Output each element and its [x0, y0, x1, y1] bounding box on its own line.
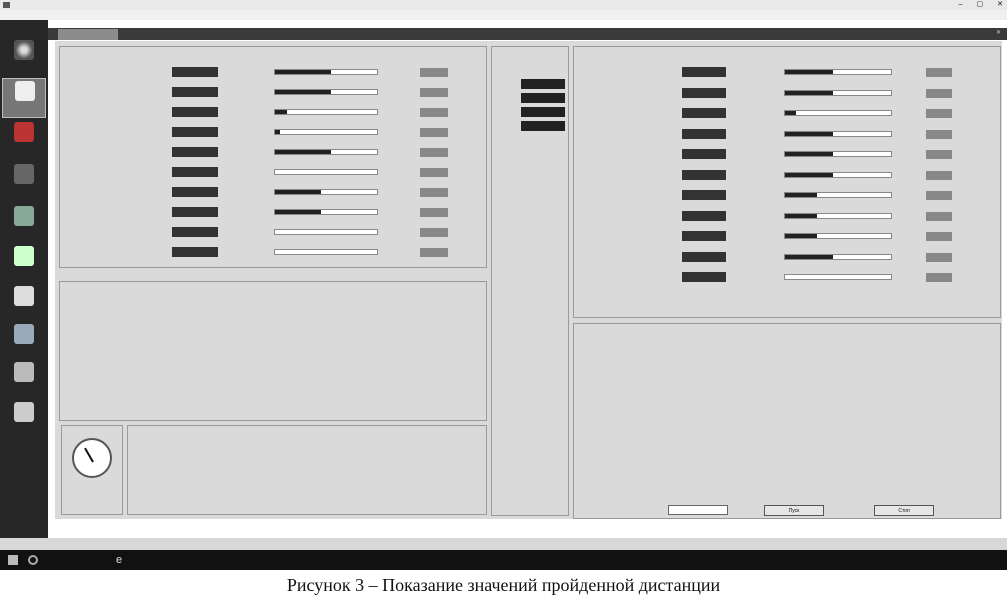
kbp-level-bar-8: [274, 229, 378, 235]
electronics-level-bar-7: [784, 213, 892, 219]
stop-button[interactable]: Стоп: [874, 505, 934, 516]
kbp-status-9: [420, 248, 448, 257]
kbp-level-bar-0: [274, 69, 378, 75]
electronics-level-bar-1: [784, 90, 892, 96]
electronics-status-10: [926, 273, 952, 282]
sidebar: [0, 20, 48, 538]
maximize-icon[interactable]: ▢: [976, 1, 984, 8]
electronics-level-bar-8: [784, 233, 892, 239]
nav-sensors[interactable]: [2, 38, 46, 78]
kbp-block-panel: [59, 46, 487, 268]
edge-browser-icon[interactable]: e: [116, 554, 123, 566]
kbp-level-bar-6: [274, 189, 378, 195]
test-icon: [15, 81, 35, 101]
electronics-value-9: [682, 252, 726, 262]
app-icon: [3, 2, 10, 8]
tab-report[interactable]: [58, 29, 118, 40]
nav-security[interactable]: [2, 360, 46, 400]
kbp-value-3: [172, 127, 218, 137]
electronics-status-4: [926, 150, 952, 159]
kbp-status-7: [420, 208, 448, 217]
start-button[interactable]: Пуск: [764, 505, 824, 516]
electronics-block-panel: [573, 46, 1001, 318]
kbp-value-5: [172, 167, 218, 177]
nav-analysis[interactable]: [2, 244, 46, 284]
electronics-level-bar-3: [784, 131, 892, 137]
kbp-value-2: [172, 107, 218, 117]
kbp-level-bar-2: [274, 109, 378, 115]
close-icon[interactable]: ✕: [997, 1, 1003, 8]
window-controls: [959, 0, 1003, 10]
kbp-value-1: [172, 87, 218, 97]
electronics-level-bar-9: [784, 254, 892, 260]
kbp-level-bar-1: [274, 89, 378, 95]
play-icon: [14, 164, 34, 184]
kbp-level-fill-1: [275, 90, 331, 94]
electronics-status-1: [926, 89, 952, 98]
report-icon: [14, 286, 34, 306]
nav-start[interactable]: [2, 162, 46, 202]
title-bar: [0, 0, 1007, 10]
electronics-value-8: [682, 231, 726, 241]
kbp-level-bar-9: [274, 249, 378, 255]
sensor-group-status-3: [521, 121, 565, 131]
shield-icon: [14, 362, 34, 382]
figure-caption: Рисунок 3 – Показание значений пройденной дистанции: [286, 575, 721, 595]
kbp-level-fill-6: [275, 190, 321, 194]
electronics-level-bar-5: [784, 172, 892, 178]
sensor-group-status-0: [521, 79, 565, 89]
kbp-status-2: [420, 108, 448, 117]
windows-start-icon[interactable]: [8, 555, 18, 565]
electronics-level-bar-4: [784, 151, 892, 157]
kbp-level-fill-2: [275, 110, 287, 114]
electronics-value-7: [682, 211, 726, 221]
kbp-level-fill-0: [275, 70, 331, 74]
electronics-level-bar-6: [784, 192, 892, 198]
electronics-level-bar-0: [784, 69, 892, 75]
nav-reports[interactable]: [2, 284, 46, 324]
nav-about[interactable]: [2, 400, 46, 440]
electronics-level-fill-2: [785, 111, 796, 115]
electronics-value-3: [682, 129, 726, 139]
kbp-level-bar-4: [274, 149, 378, 155]
odometer-panel: [59, 281, 487, 421]
nav-download[interactable]: [2, 204, 46, 244]
nav-preparation[interactable]: [2, 120, 46, 160]
viewer-icon: [14, 324, 34, 344]
close-icon[interactable]: ✕: [995, 30, 1001, 36]
electronics-level-fill-8: [785, 234, 817, 238]
kbp-level-fill-4: [275, 150, 331, 154]
electronics-value-4: [682, 149, 726, 159]
electronics-level-fill-0: [785, 70, 833, 74]
electronics-status-6: [926, 191, 952, 200]
menu-bar: [0, 10, 1007, 20]
kbp-status-5: [420, 168, 448, 177]
kbp-status-0: [420, 68, 448, 77]
kbp-value-9: [172, 247, 218, 257]
status-bar: [0, 538, 1007, 550]
kbp-value-8: [172, 227, 218, 237]
electronics-level-bar-10: [784, 274, 892, 280]
sensor-icon: [14, 40, 34, 60]
taskbar: [0, 550, 1007, 570]
kbp-level-bar-7: [274, 209, 378, 215]
electronics-level-bar-2: [784, 110, 892, 116]
kbp-status-1: [420, 88, 448, 97]
electronics-value-0: [682, 67, 726, 77]
nav-test[interactable]: [2, 78, 46, 118]
test-panel: [127, 425, 487, 515]
kbp-status-4: [420, 148, 448, 157]
electronics-status-9: [926, 253, 952, 262]
search-icon[interactable]: [28, 555, 38, 565]
kbp-status-3: [420, 128, 448, 137]
kbp-status-8: [420, 228, 448, 237]
electronics-status-7: [926, 212, 952, 221]
kbp-level-bar-5: [274, 169, 378, 175]
chart-icon: [14, 246, 34, 266]
download-icon: [14, 206, 34, 226]
electronics-value-6: [682, 190, 726, 200]
electronics-level-fill-6: [785, 193, 817, 197]
gauge-needle: [84, 448, 94, 463]
info-icon: [14, 402, 34, 422]
electronics-status-3: [926, 130, 952, 139]
electronics-status-8: [926, 232, 952, 241]
electronics-level-fill-5: [785, 173, 833, 177]
electronics-status-2: [926, 109, 952, 118]
kbp-level-fill-3: [275, 130, 280, 134]
minimize-icon[interactable]: –: [958, 1, 963, 8]
kbp-level-fill-7: [275, 210, 321, 214]
main-content: [55, 41, 1002, 519]
electronics-value-10: [682, 272, 726, 282]
gear-icon: [14, 122, 34, 142]
electronics-level-fill-1: [785, 91, 833, 95]
tab-strip: [48, 28, 1007, 40]
cyclic-count-input[interactable]: [668, 505, 728, 515]
angle-sensor-panel: [61, 425, 123, 515]
electronics-level-fill-3: [785, 132, 833, 136]
electronics-status-0: [926, 68, 952, 77]
angle-gauge: [72, 438, 112, 478]
results-panel: [573, 323, 1001, 519]
sensor-group-status-1: [521, 93, 565, 103]
kbp-value-0: [172, 67, 218, 77]
kbp-value-7: [172, 207, 218, 217]
electronics-value-5: [682, 170, 726, 180]
kbp-status-6: [420, 188, 448, 197]
electronics-value-1: [682, 88, 726, 98]
kbp-level-bar-3: [274, 129, 378, 135]
sensor-group-status-2: [521, 107, 565, 117]
electronics-status-5: [926, 171, 952, 180]
electronics-level-fill-7: [785, 214, 817, 218]
electronics-value-2: [682, 108, 726, 118]
nav-viewer[interactable]: [2, 322, 46, 362]
electronics-level-fill-4: [785, 152, 833, 156]
kbp-value-4: [172, 147, 218, 157]
electronics-level-fill-9: [785, 255, 833, 259]
kbp-value-6: [172, 187, 218, 197]
